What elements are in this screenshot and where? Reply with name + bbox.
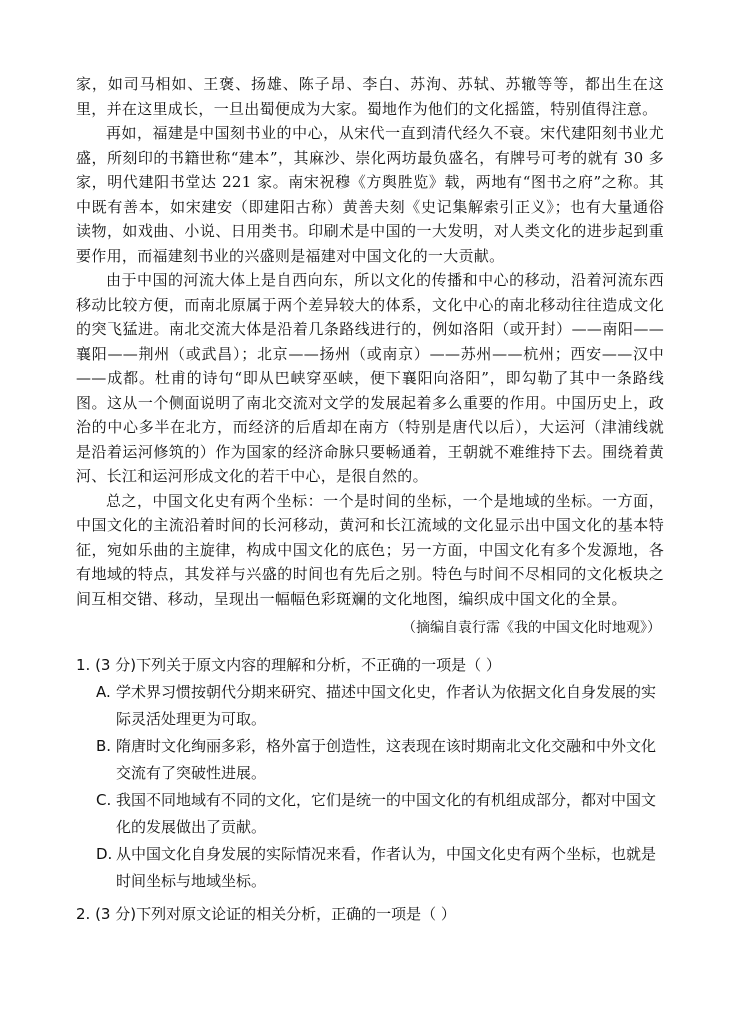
option-letter: D. xyxy=(96,845,113,863)
option-text: 我国不同地域有不同的文化，它们是统一的中国文化的有机组成部分，都对中国文化的发展做出了贡献。 xyxy=(116,791,657,836)
passage-paragraph-1: 家，如司马相如、王褒、扬雄、陈子昂、李白、苏洵、苏轼、苏辙等等，都出生在这里，并在这里成长，一旦出蜀便成为大家。蜀地作为他们的文化摇篮，特别值得注意。 xyxy=(76,75,664,118)
question-2 xyxy=(76,901,666,928)
option-text: 学术界习惯按朝代分期来研究、描述中国文化史，作者认为依据文化自身发展的实际灵活处理更为可取。 xyxy=(116,683,657,728)
question-1-option-d[interactable] xyxy=(76,841,666,895)
passage-source: （摘编自袁行霈《我的中国文化时地观》） xyxy=(402,620,661,636)
passage-paragraph-3: 由于中国的河流大体上是自西向东，所以文化的传播和中心的移动，沿着河流东西移动比较方便，而南北原属于两个差异较大的体系，文化中心的南北移动往往造成文化的突飞猛进。南北交流大体是沿着几条路线进行的，例如洛阳（或开封）——南阳——襄阳——荆州（或武昌）；北京——扬州（或南京）——苏州——杭州；西安——汉中——成都。杜甫的诗句“即从巴峡穿巫峡，便下襄阳向洛阳”，即勾勒了其中一条路线图。这从一个侧面说明了南北交流对文学的发展起着多么重要的作用。中国历史上，政治的中心多半在北方，而经济的后盾却在南方（特别是唐代以后），大运河（津浦线就是沿着运河修筑的）作为国家的经济命脉只要畅通着，王朝就不难维持下去。围绕着黄河、长江和运河形成文化的若干中心，是很自然的。 xyxy=(76,271,664,485)
reading-passage xyxy=(76,72,664,611)
question-1 xyxy=(76,652,666,895)
option-letter: C. xyxy=(96,791,112,809)
question-1-option-c[interactable] xyxy=(76,787,666,841)
question-1-stem: 1. (3 分)下列关于原文内容的理解和分析，不正确的一项是（ ） xyxy=(76,656,501,674)
option-text: 从中国文化自身发展的实际情况来看，作者认为，中国文化史有两个坐标，也就是时间坐标与地域坐标。 xyxy=(116,845,657,890)
question-list xyxy=(76,652,666,928)
question-2-stem: 2. (3 分)下列对原文论证的相关分析，正确的一项是（ ） xyxy=(76,905,456,923)
option-text: 隋唐时文化绚丽多彩，格外富于创造性，这表现在该时期南北文化交融和中外文化交流有了突破性进展。 xyxy=(116,737,657,782)
passage-paragraph-2: 再如，福建是中国刻书业的中心，从宋代一直到清代经久不衰。宋代建阳刻书业尤盛，所刻印的书籍世称“建本”，其麻沙、崇化两坊最负盛名，有牌号可考的就有 30 多家，明代建阳书堂达 221 家。南宋祝穆《方舆胜览》载，两地有“图书之府”之称。其中既有善本，如宋建安（即建阳古称）黄善夫刻《史记集解索引正义》；也有大量通俗读物，如戏曲、小说、日用类书。印刷术是中国的一大发明，对人类文化的进步起到重要作用，而福建刻书业的兴盛则是福建对中国文化的一大贡献。 xyxy=(76,124,664,265)
option-letter: A. xyxy=(96,683,111,701)
option-letter: B. xyxy=(96,737,112,755)
passage-paragraph-4: 总之，中国文化史有两个坐标：一个是时间的坐标，一个是地域的坐标。一方面，中国文化的主流沿着时间的长河移动，黄河和长江流域的文化显示出中国文化的基本特征，宛如乐曲的主旋律，构成中国文化的底色；另一方面，中国文化有多个发源地，各有地域的特点，其发祥与兴盛的时间也有先后之别。特色与时间不尽相同的文化板块之间互相交错、移动，呈现出一幅幅色彩斑斓的文化地图，编织成中国文化的全景。 xyxy=(76,491,664,608)
question-1-option-a[interactable] xyxy=(76,679,666,733)
question-1-option-b[interactable] xyxy=(76,733,666,787)
